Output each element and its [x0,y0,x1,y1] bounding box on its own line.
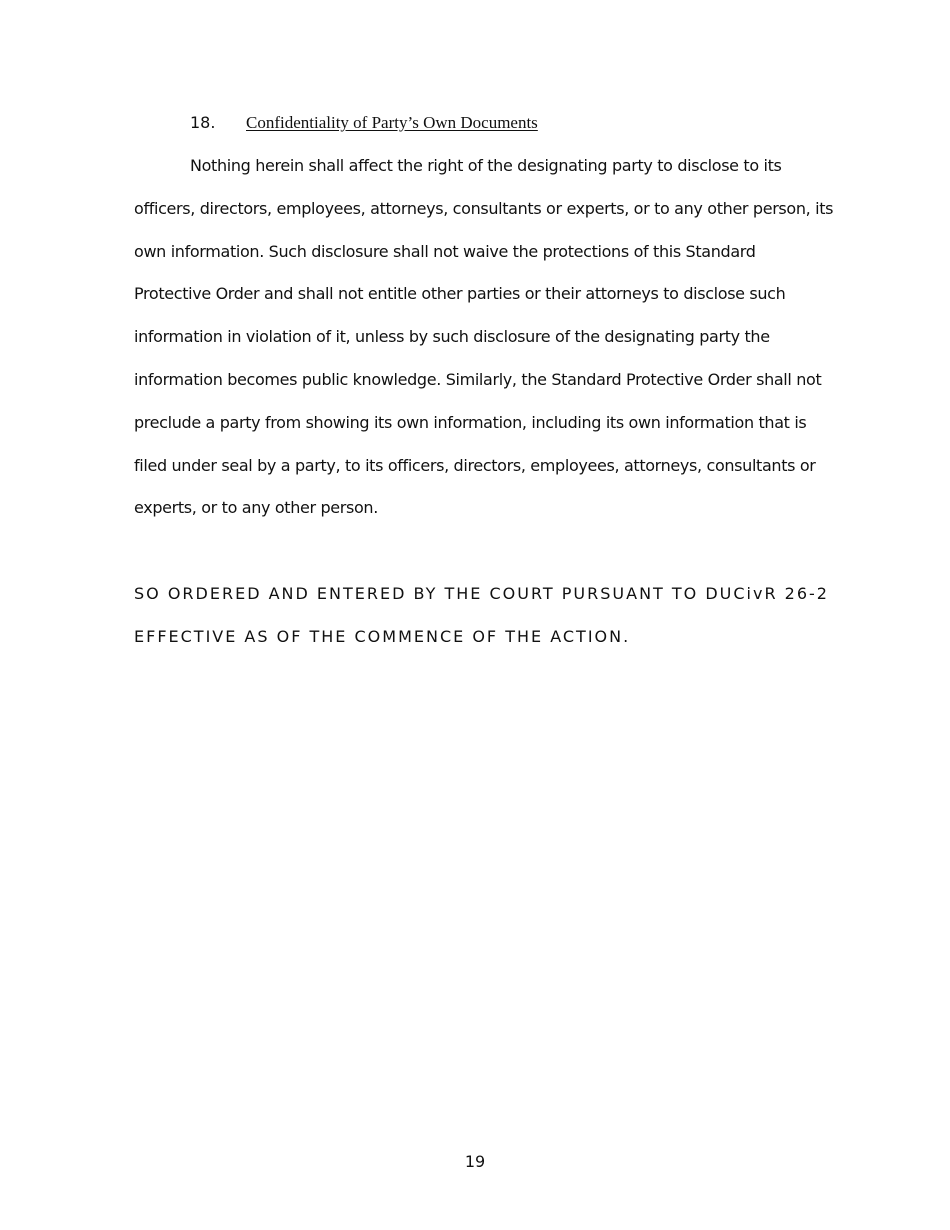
paragraph-line: preclude a party from showing its own information, including its own information that is [134,412,807,432]
paragraph-line: Protective Order and shall not entitle other parties or their attorneys to disclose such [134,284,786,304]
paragraph-line: information becomes public knowledge. Similarly, the Standard Protective Order shall not [134,369,822,389]
order-line: EFFECTIVE AS OF THE COMMENCE OF THE ACTION. [134,626,631,646]
section-title: Confidentiality of Party’s Own Documents [246,113,538,132]
paragraph-body [134,152,834,537]
paragraph-line: Nothing herein shall affect the right of the designating party to disclose to its [190,156,782,175]
paragraph-line: officers, directors, employees, attorneys, consultants or experts, or to any other person, its [134,198,834,218]
order-line: SO ORDERED AND ENTERED BY THE COURT PURSUANT TO DUCivR 26-2 [134,584,829,603]
paragraph-line: own information. Such disclosure shall not waive the protections of this Standard [134,241,756,261]
paragraph-line: experts, or to any other person. [134,498,378,518]
page-number: 19 [464,1152,486,1171]
section-heading [190,112,538,134]
section-number: 18. [190,113,216,132]
paragraph-line: filed under seal by a party, to its officers, directors, employees, attorneys, consultants or [134,455,816,475]
court-order-statement [134,580,829,666]
paragraph-line: information in violation of it, unless by such disclosure of the designating party the [134,327,770,347]
